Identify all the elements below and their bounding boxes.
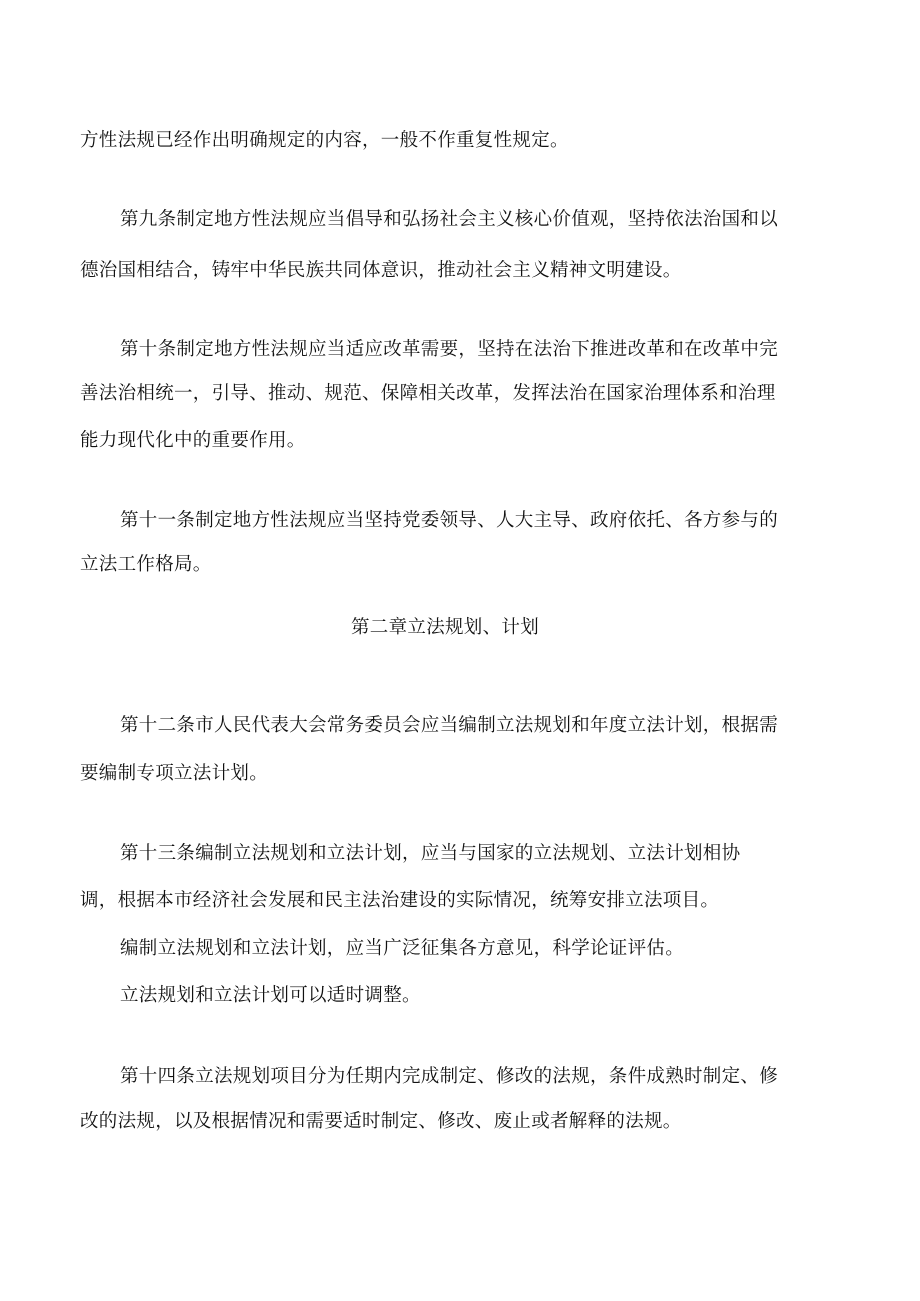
article-10-line-3: 能力现代化中的重要作用。: [80, 430, 306, 451]
article-10-line-1: 第十条制定地方性法规应当适应改革需要，坚持在法治下推进改革和在改革中完: [120, 339, 779, 360]
article-10-line-2: 善法治相统一，引导、推动、规范、保障相关改革，发挥法治在国家治理体系和治理: [80, 383, 776, 404]
article-13-line-1: 第十三条编制立法规划和立法计划，应当与国家的立法规划、立法计划相协: [120, 843, 741, 864]
article-11-line-2: 立法工作格局。: [80, 554, 212, 575]
article-13-paragraph-3: 立法规划和立法计划可以适时调整。: [120, 985, 421, 1006]
article-9-line-2: 德治国相结合，铸牢中华民族共同体意识，推动社会主义精神文明建设。: [80, 260, 682, 281]
article-12-line-1: 第十二条市人民代表大会常务委员会应当编制立法规划和年度立法计划，根据需: [120, 715, 779, 736]
article-13-paragraph-2: 编制立法规划和立法计划，应当广泛征集各方意见，科学论证评估。: [120, 938, 685, 959]
chapter-heading: 第二章立法规划、计划: [351, 617, 540, 638]
article-11-line-1: 第十一条制定地方性法规应当坚持党委领导、人大主导、政府依托、各方参与的: [120, 510, 779, 531]
article-13-line-2: 调，根据本市经济社会发展和民主法治建设的实际情况，统筹安排立法项目。: [80, 890, 720, 911]
article-14-line-2: 改的法规，以及根据情况和需要适时制定、修改、废止或者解释的法规。: [80, 1111, 682, 1132]
article-9-line-1: 第九条制定地方性法规应当倡导和弘扬社会主义核心价值观，坚持依法治国和以: [120, 209, 779, 230]
paragraph-line: 方性法规已经作出明确规定的内容，一般不作重复性规定。: [80, 130, 569, 151]
article-14-line-1: 第十四条立法规划项目分为任期内完成制定、修改的法规，条件成熟时制定、修: [120, 1066, 779, 1087]
article-12-line-2: 要编制专项立法计划。: [80, 763, 269, 784]
